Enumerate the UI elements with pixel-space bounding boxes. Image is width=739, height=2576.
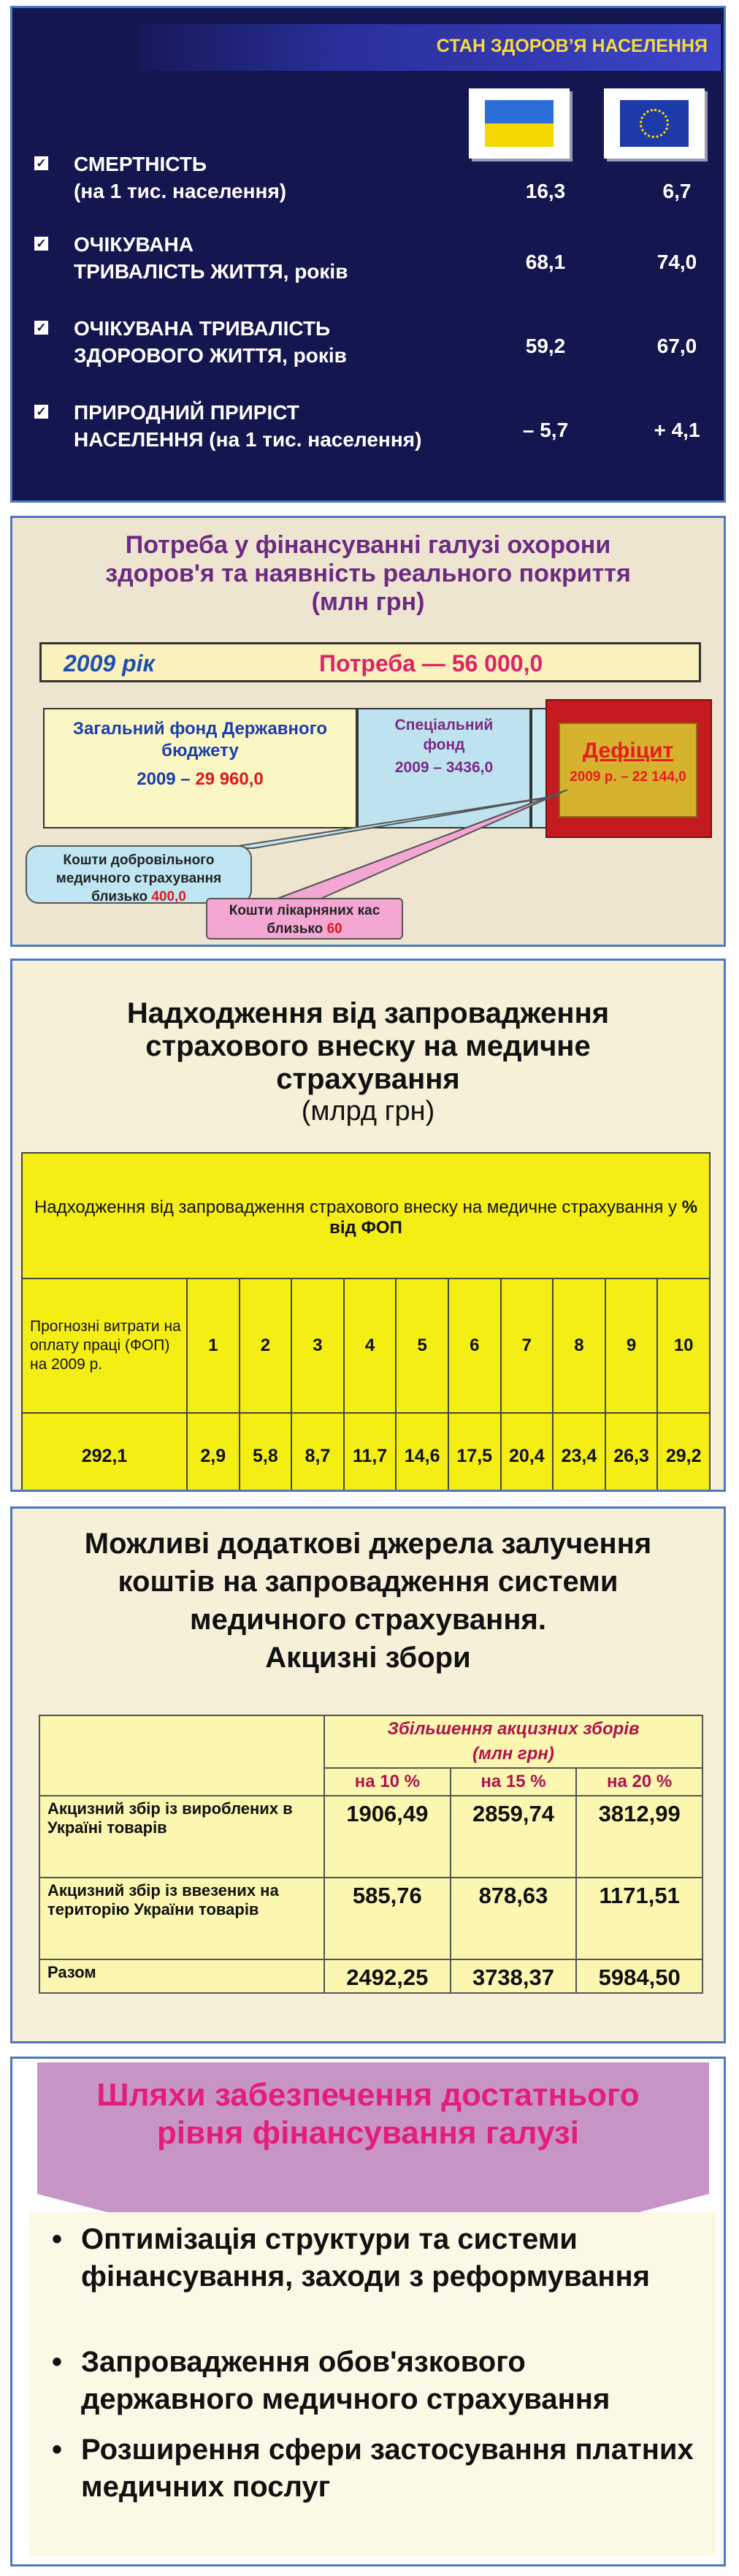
value-cell: 23,4 xyxy=(553,1413,605,1492)
callout-line: Кошти лікарняних кас xyxy=(229,903,380,918)
caption-text: Надходження від запровадження страхового внеску на медичне страхування у xyxy=(34,1197,682,1217)
header-line: (млн грн) xyxy=(472,1744,554,1764)
row-label: Разом xyxy=(39,1959,324,1993)
percent-cell: 2 xyxy=(240,1279,292,1413)
slide-title xyxy=(12,997,724,1096)
empty-corner-cell xyxy=(39,1715,324,1796)
callout-line: медичного страхування xyxy=(55,871,222,886)
excise-table xyxy=(39,1715,703,1994)
table-row xyxy=(39,1959,702,1993)
value-cell: 5,8 xyxy=(240,1413,292,1492)
title-line: медичного страхування. xyxy=(190,1604,546,1636)
table-caption xyxy=(22,1153,710,1279)
slide-title: СТАН ЗДОРОВ’Я НАСЕЛЕННЯ xyxy=(436,36,708,56)
deficit-value: 2009 р. – 22 144,0 xyxy=(570,769,686,785)
percent-cell: 5 xyxy=(396,1279,448,1413)
title-line: Надходження від запровадження xyxy=(126,997,610,1029)
title-line: Шляхи забезпечення достатнього xyxy=(96,2077,640,2113)
revenue-table xyxy=(21,1152,711,1492)
slide-financing-need xyxy=(10,516,726,947)
eu-value: 6,7 xyxy=(662,180,692,202)
slide-financing-ways xyxy=(10,2057,726,2567)
hospital-fund-callout xyxy=(206,898,403,940)
table-header xyxy=(324,1715,702,1768)
special-fund-label: Спеціальний xyxy=(394,717,494,733)
voluntary-pointer xyxy=(224,796,559,848)
general-fund-value: 29 960,0 xyxy=(195,769,264,789)
title-line: страхування xyxy=(276,1063,460,1095)
indicator-label: ОЧІКУВАНА xyxy=(74,233,194,256)
hospital-pointer xyxy=(275,790,567,899)
percent-cell: 10 xyxy=(657,1279,710,1413)
value-cell: 26,3 xyxy=(605,1413,658,1492)
slide-subtitle: (млрд грн) xyxy=(301,1096,435,1127)
column-header: на 10 % xyxy=(324,1768,451,1796)
title-line: рівня фінансування галузі xyxy=(156,2115,580,2151)
value-cell: 14,6 xyxy=(396,1413,448,1492)
indicator-label: ПРИРОДНИЙ ПРИРІСТ xyxy=(74,401,299,424)
eu-value: 67,0 xyxy=(656,335,697,357)
need-total: Потреба — 56 000,0 xyxy=(319,650,543,677)
percent-cell: 1 xyxy=(187,1279,240,1413)
value-cell: 2,9 xyxy=(187,1413,240,1492)
slide-insurance-revenue xyxy=(10,959,726,1492)
year-label: 2009 рік xyxy=(64,650,155,677)
column-header: на 20 % xyxy=(576,1768,702,1796)
checkbox-icon: ✓ xyxy=(34,321,48,335)
callout-prefix: близько xyxy=(267,921,327,937)
indicator-label: СМЕРТНІСТЬ xyxy=(74,153,207,175)
indicator-label: ОЧІКУВАНА ТРИВАЛІСТЬ xyxy=(74,317,331,340)
indicator-sublabel: ТРИВАЛІСТЬ ЖИТТЯ, років xyxy=(74,260,348,283)
percent-cell: 9 xyxy=(605,1279,658,1413)
value-cell: 5984,50 xyxy=(576,1959,702,1993)
caption-bold: % від ФОП xyxy=(329,1197,698,1238)
column-header: на 15 % xyxy=(451,1768,577,1796)
callout-line: Кошти добровільного xyxy=(63,853,215,868)
ukraine-value: 16,3 xyxy=(525,180,566,202)
slide-header xyxy=(140,24,721,71)
voluntary-value: 400,0 xyxy=(151,889,186,904)
deficit-title: Дефіцит xyxy=(582,739,674,763)
value-cell: 20,4 xyxy=(501,1413,554,1492)
eu-value: 74,0 xyxy=(656,251,697,273)
ukraine-flag-icon xyxy=(469,88,570,159)
indicator-sublabel: ЗДОРОВОГО ЖИТТЯ, років xyxy=(74,344,347,367)
indicator-sublabel: (на 1 тис. населення) xyxy=(74,180,287,202)
value-cell: 29,2 xyxy=(657,1413,710,1492)
value-cell: 1171,51 xyxy=(576,1878,702,1959)
value-cell: 17,5 xyxy=(448,1413,501,1492)
ukraine-value: – 5,7 xyxy=(522,419,569,441)
slide-title xyxy=(12,1525,724,1677)
checkbox-icon: ✓ xyxy=(34,405,48,419)
value-cell: 11,7 xyxy=(344,1413,397,1492)
percent-cell: 6 xyxy=(448,1279,501,1413)
fop-value: 292,1 xyxy=(22,1413,187,1492)
percent-cell: 8 xyxy=(553,1279,605,1413)
header-line: Збільшення акцизних зборів xyxy=(387,1719,640,1739)
value-cell: 2859,74 xyxy=(451,1796,577,1878)
voluntary-insurance-callout xyxy=(26,845,252,904)
checkbox-icon: ✓ xyxy=(34,156,48,170)
table-row xyxy=(22,1279,710,1413)
title-line: коштів на запровадження системи xyxy=(118,1566,619,1598)
ukraine-value: 59,2 xyxy=(525,335,566,357)
general-fund-label-2: бюджету xyxy=(161,741,239,761)
value-cell: 2492,25 xyxy=(324,1959,451,1993)
percent-cell: 3 xyxy=(291,1279,344,1413)
hospital-value: 60 xyxy=(326,921,342,937)
title-line: (млн грн) xyxy=(311,588,425,616)
value-cell: 8,7 xyxy=(291,1413,344,1492)
indicator-sublabel: НАСЕЛЕННЯ (на 1 тис. населення) xyxy=(74,428,422,451)
checkbox-icon: ✓ xyxy=(34,237,48,251)
table-row xyxy=(22,1413,710,1492)
eu-value: + 4,1 xyxy=(654,419,700,441)
slide-excise-taxes xyxy=(10,1506,726,2043)
list-item: • Розширення сфери застосування платних медичних послуг xyxy=(52,2431,694,2506)
special-fund-label-2: фонд xyxy=(423,736,465,753)
percent-cell: 4 xyxy=(344,1279,397,1413)
slide-health-status xyxy=(10,6,726,503)
slide-title xyxy=(12,2076,724,2152)
row-label: Акцизний збір із вироблених в Україні товарів xyxy=(39,1796,324,1878)
general-fund-year: 2009 – xyxy=(137,769,196,789)
value-cell: 1906,49 xyxy=(324,1796,451,1878)
value-cell: 3812,99 xyxy=(576,1796,702,1878)
title-line: Можливі додаткові джерела залучення xyxy=(84,1528,652,1560)
list-item: • Оптимізація структури та системи фінансування, заходи з реформування xyxy=(52,2221,694,2295)
value-cell: 585,76 xyxy=(324,1878,451,1959)
ukraine-value: 68,1 xyxy=(525,251,566,273)
eu-flag-icon xyxy=(604,88,705,159)
general-fund-label: Загальний фонд Державного xyxy=(72,719,328,739)
percent-cell: 7 xyxy=(501,1279,554,1413)
table-row xyxy=(39,1796,702,1878)
bullet-list xyxy=(30,2212,716,2556)
callout-prefix: близько xyxy=(91,889,152,904)
special-fund-value: 2009 – 3436,0 xyxy=(394,759,494,776)
title-line: здоров'я та наявність реального покриття xyxy=(105,560,631,587)
table-row xyxy=(39,1878,702,1959)
row-label: Прогнозні витрати на оплату праці (ФОП) на 2009 р. xyxy=(22,1279,187,1413)
title-line: страхового внеску на медичне xyxy=(145,1030,591,1062)
list-item: • Запровадження обов'язкового державного медичного страхування xyxy=(52,2344,694,2418)
title-line: Акцизні збори xyxy=(265,1642,471,1674)
value-cell: 878,63 xyxy=(451,1878,577,1959)
title-line: Потреба у фінансуванні галузі охорони xyxy=(125,531,611,559)
value-cell: 3738,37 xyxy=(451,1959,577,1993)
row-label: Акцизний збір із ввезених на територію України товарів xyxy=(39,1878,324,1959)
